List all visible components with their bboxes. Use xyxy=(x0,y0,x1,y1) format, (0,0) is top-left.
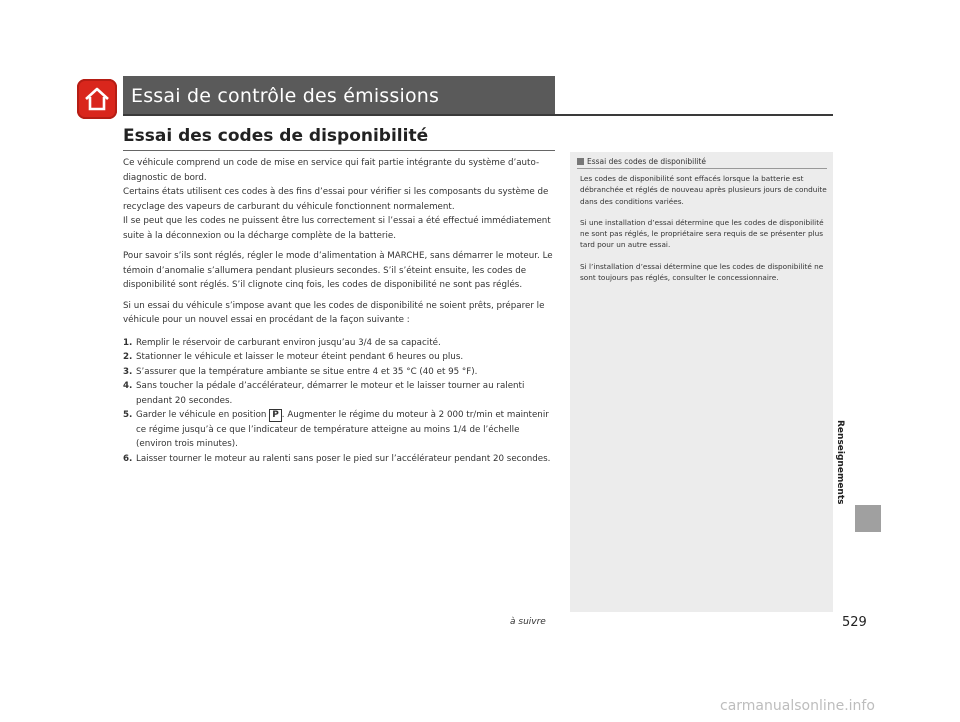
continued-label: à suivre xyxy=(510,617,546,627)
procedure-steps xyxy=(123,336,555,467)
step-item: 1. Remplir le réservoir de carburant environ jusqu’au 3/4 de sa capacité. xyxy=(123,337,441,348)
step-item: 4. Sans toucher la pédale d’accélérateur, démarrer le moteur et le laisser tourner au ralenti pendant 20 secondes. xyxy=(123,381,525,406)
section-divider xyxy=(123,150,555,151)
body-text xyxy=(123,156,555,466)
sidebar-heading: Essai des codes de disponibilité xyxy=(577,157,833,166)
title-divider xyxy=(123,114,833,116)
watermark: carmanualsonline.info xyxy=(720,698,875,714)
step-item: 5. Garder le véhicule en position P . Augmenter le régime du moteur à 2 000 tr/min et maintenir ce régime jusqu’à ce que l’indicateur de température atteigne au moins 1/4 de l’échelle (environ trois minutes). xyxy=(123,410,549,449)
chapter-tab[interactable] xyxy=(855,505,881,532)
step-item: 2. Stationner le véhicule et laisser le moteur éteint pendant 6 heures ou plus. xyxy=(123,352,464,362)
note-marker-icon xyxy=(577,158,584,165)
sidebar-text: Les codes de disponibilité sont effacés lorsque la batterie est débranchée et réglés de nouveau après plusieurs jours de conduite dans des conditions variées. Si une installation d’essai détermine que les codes de disponibilité ne sont pas réglés, le propriétaire sera requis de se présenter plus tard pour un autre essai. Si l’installation d’essai détermine que les codes de disponibilité ne sont toujours pas réglés, consulter le concessionnaire. xyxy=(580,174,827,283)
prepare-paragraph: Si un essai du véhicule s’impose avant que les codes de disponibilité ne soient prêts, préparer le véhicule pour un nouvel essai en procédant de la façon suivante : xyxy=(123,300,545,325)
sidebar-divider xyxy=(577,168,827,169)
section-title: Essai des codes de disponibilité xyxy=(123,126,429,146)
intro-paragraph: Ce véhicule comprend un code de mise en service qui fait partie intégrante du système d’auto-diagnostic de bord. Certains états utilisent ces codes à des fins d’essai pour vérifier si les composants du système de recyclage des vapeurs de carburant du véhicule fonctionnent normalement. Il se peut que les codes ne puissent être lus correctement si l’essai a été effectué immédiatement suite à la déconnexion ou la décharge complète de la batterie. xyxy=(123,158,551,241)
page-title: Essai de contrôle des émissions xyxy=(131,85,440,107)
page-number: 529 xyxy=(842,615,867,630)
park-position-key: P xyxy=(269,409,282,422)
step-item: 3. S’assurer que la température ambiante se situe entre 4 et 35 °C (40 et 95 °F). xyxy=(123,366,478,377)
page-title-bar xyxy=(123,76,555,114)
check-paragraph: Pour savoir s’ils sont réglés, régler le mode d’alimentation à MARCHE, sans démarrer le moteur. Le témoin d’anomalie s’allumera pendant plusieurs secondes. S’il s’éteint ensuite, les codes de disponibilité sont réglés. S’il clignote cinq fois, les codes de disponibilité ne sont pas réglés. xyxy=(123,251,553,290)
home-button[interactable] xyxy=(77,79,117,119)
chapter-tab-label[interactable]: Renseignements xyxy=(835,420,845,505)
step-item: 6. Laisser tourner le moteur au ralenti sans poser le pied sur l’accélérateur pendant 20 secondes. xyxy=(123,453,551,464)
home-icon xyxy=(81,83,113,115)
